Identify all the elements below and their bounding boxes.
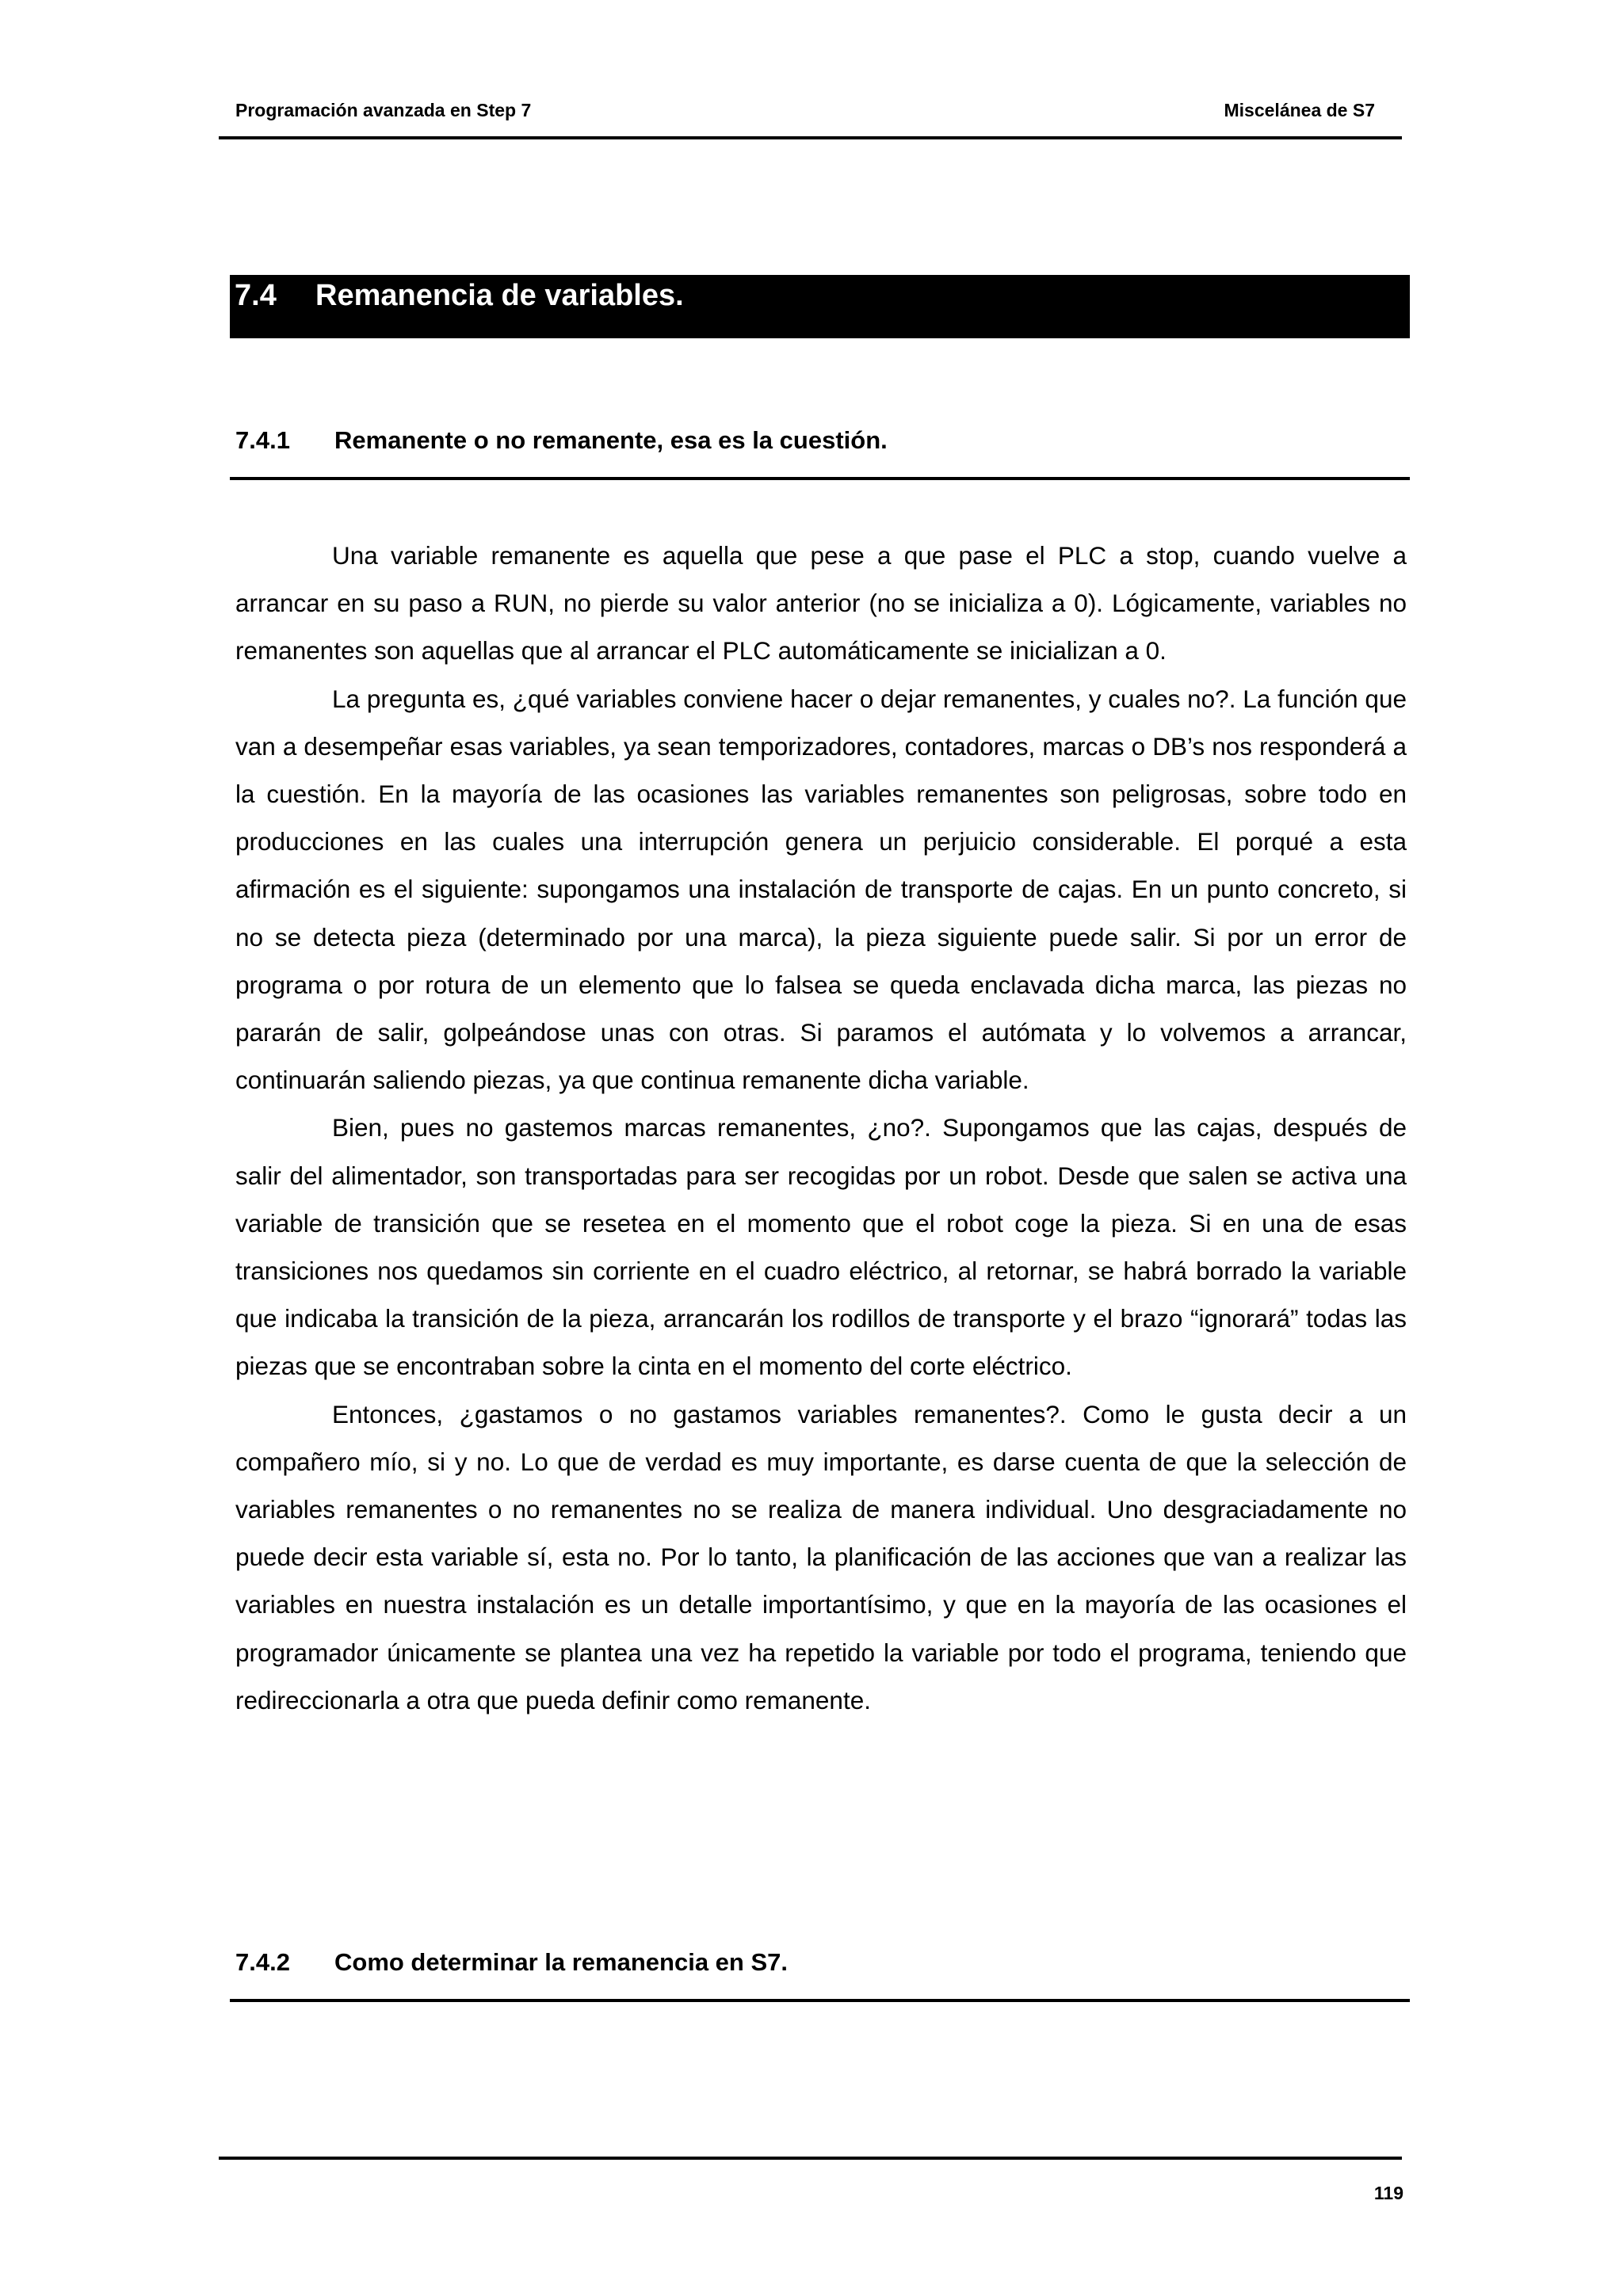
header-rule (219, 136, 1402, 139)
page-number: 119 (1373, 2183, 1403, 2203)
subsection-heading-1 (235, 426, 888, 455)
body-text (235, 532, 1407, 1724)
footer-rule (219, 2157, 1402, 2160)
subsection-number: 7.4.1 (235, 426, 290, 454)
paragraph: La pregunta es, ¿qué variables conviene hacer o dejar remanentes, y cuales no?. La función que van a desempeñar esas variables, ya sean temporizadores, contadores, marcas o DB’s nos responderá a la cuestión. En la mayoría de las ocasiones las variables remanentes son peligrosas, sobre todo en producciones en las cuales una interrupción genera un perjuicio considerable. El porqué a esta afirmación es el siguiente: supongamos una instalación de transporte de cajas. En un punto concreto, si no se detecta pieza (determinado por una marca), la pieza siguiente puede salir. Si por un error de programa o por rotura de un elemento que lo falsea se queda enclavada dicha marca, las piezas no pararán de salir, golpeándose unas con otras. Si paramos el autómata y lo volvemos a arrancar, continuarán saliendo piezas, ya que continua remanente dicha variable. (235, 684, 1407, 1095)
subsection-rule (230, 1999, 1410, 2002)
subsection-heading-2 (235, 1948, 788, 1977)
section-title: Remanencia de variables. (315, 279, 684, 312)
section-number: 7.4 (235, 279, 277, 312)
subsection-number: 7.4.2 (235, 1948, 290, 1976)
section-heading-band (230, 275, 1410, 338)
paragraph: Entonces, ¿gastamos o no gastamos variables remanentes?. Como le gusta decir a un compañero mío, si y no. Lo que de verdad es muy importante, es darse cuenta de que la selección de variables remanentes o no remanentes no se realiza de manera individual. Uno desgraciadamente no puede decir esta variable sí, esta no. Por lo tanto, la planificación de las acciones que van a realizar las variables en nuestra instalación es un detalle importantísimo, y que en la mayoría de las ocasiones el programador únicamente se plantea una vez ha repetido la variable por todo el programa, teniendo que redireccionarla a otra que pueda definir como remanente. (235, 1399, 1407, 1714)
paragraph: Bien, pues no gastemos marcas remanentes, ¿no?. Supongamos que las cajas, después de salir del alimentador, son transportadas para ser recogidas por un robot. Desde que salen se activa una variable de transición que se resetea en el momento que el robot coge la pieza. Si en una de esas transiciones nos quedamos sin corriente en el cuadro eléctrico, al retornar, se habrá borrado la variable que indicaba la transición de la pieza, arrancarán los rodillos de transporte y el brazo “ignorará” todas las piezas que se encontraban sobre la cinta en el momento del corte eléctrico. (235, 1113, 1407, 1381)
running-header-chapter: Miscelánea de S7 (1224, 100, 1375, 120)
subsection-title: Como determinar la remanencia en S7. (334, 1948, 788, 1976)
subsection-rule (230, 477, 1410, 480)
paragraph: Una variable remanente es aquella que pese a que pase el PLC a stop, cuando vuelve a arrancar en su paso a RUN, no pierde su valor anterior (no se inicializa a 0). Lógicamente, variables no remanentes son aquellas que al arrancar el PLC automáticamente se inicializan a 0. (235, 541, 1407, 666)
running-header-title: Programación avanzada en Step 7 (235, 100, 532, 120)
subsection-title: Remanente o no remanente, esa es la cuestión. (334, 426, 888, 454)
